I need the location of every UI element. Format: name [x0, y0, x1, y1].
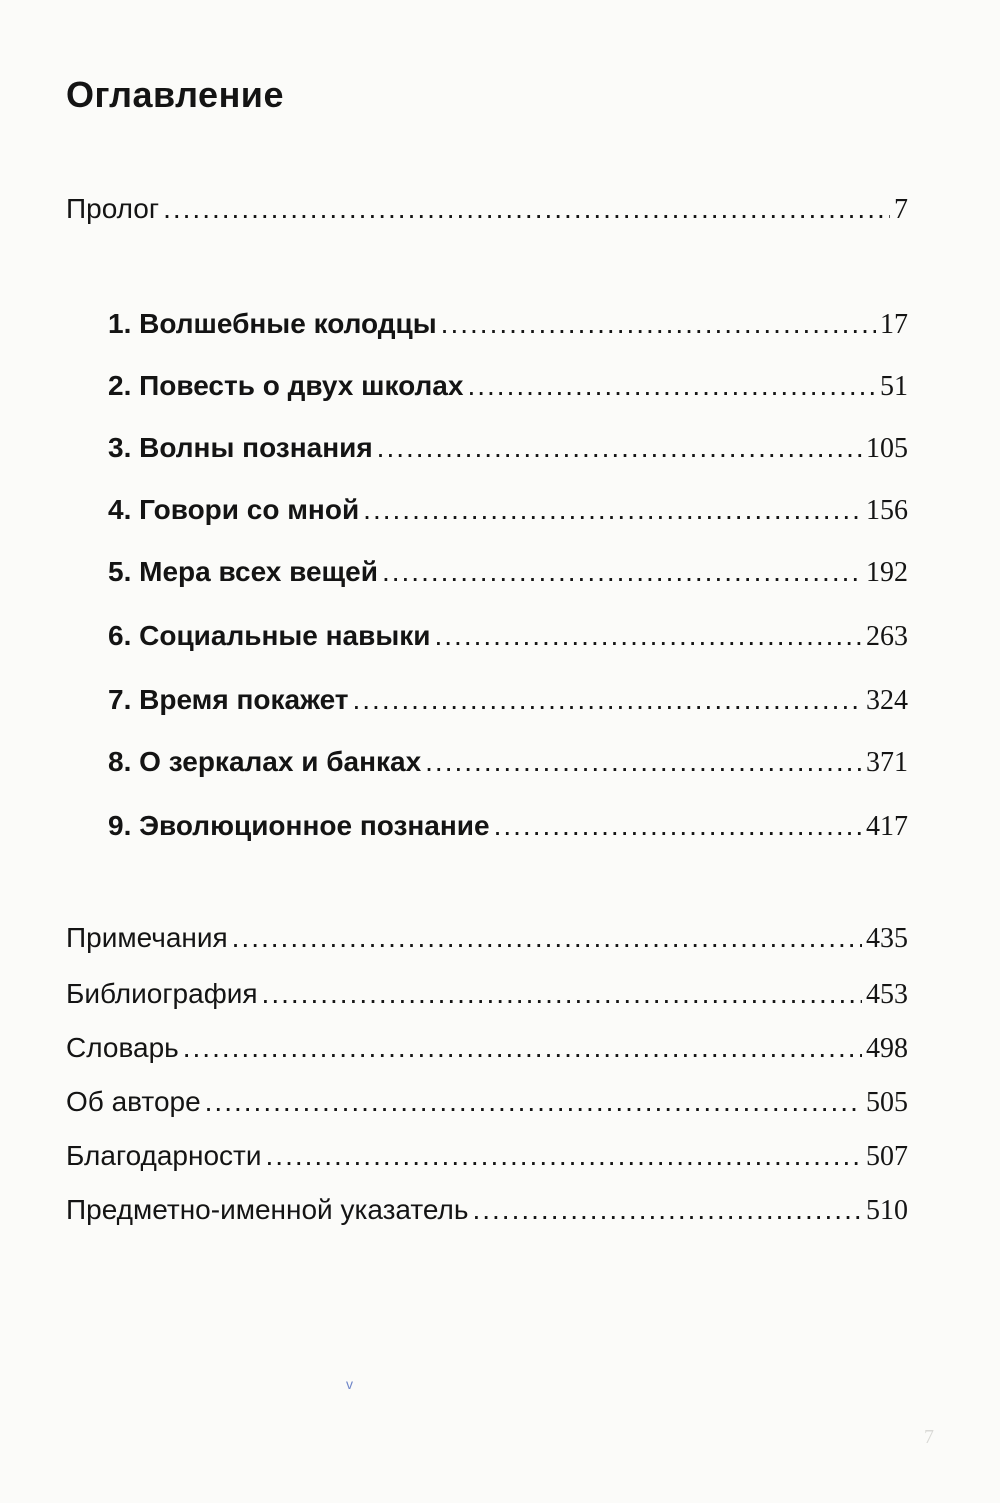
dot-leader [266, 1140, 862, 1172]
toc-entry-page: 417 [866, 811, 908, 842]
chapter-title: Социальные навыки [139, 620, 431, 651]
chapter-title: Волны познания [139, 432, 373, 463]
dot-leader [425, 746, 862, 778]
chapter-number: 1. [108, 308, 132, 339]
dot-leader [353, 684, 863, 716]
dot-leader [232, 922, 862, 954]
toc-entry-page: 324 [866, 685, 908, 716]
toc-entry-page: 105 [866, 433, 908, 464]
chapter-number: 6. [108, 620, 132, 651]
toc-entry-page: 192 [866, 557, 908, 588]
toc-entry-page: 156 [866, 495, 908, 526]
toc-entry-page: 371 [866, 747, 908, 778]
dot-leader [434, 620, 862, 652]
toc-entry-label: Предметно-именной указатель [66, 1194, 469, 1225]
toc-entry-label [108, 432, 373, 464]
chapter-title: О зеркалах и банках [139, 746, 422, 777]
toc-entry-glossary[interactable] [66, 1032, 908, 1076]
toc-entry-label [108, 308, 437, 340]
toc-entry-label: Словарь [66, 1032, 179, 1063]
bleed-through-page-number: 7 [924, 1426, 934, 1448]
toc-entry-label: Благодарности [66, 1140, 262, 1171]
toc-entry-label [108, 684, 349, 716]
toc-entry-label [108, 620, 430, 652]
dot-leader [363, 494, 862, 526]
dot-leader [205, 1086, 862, 1118]
toc-entry-chapter-7[interactable] [108, 684, 908, 728]
chapter-number: 7. [108, 684, 132, 715]
dot-leader [377, 432, 862, 464]
toc-entry-index[interactable] [66, 1194, 908, 1238]
chapter-number: 2. [108, 370, 132, 401]
toc-entry-bibliography[interactable] [66, 978, 908, 1022]
dot-leader [494, 810, 862, 842]
toc-entry-page: 17 [880, 309, 908, 340]
toc-entry-label [108, 494, 359, 526]
toc-entry-acknowledgements[interactable] [66, 1140, 908, 1184]
toc-entry-label: Пролог [66, 193, 160, 224]
toc-entry-about-author[interactable] [66, 1086, 908, 1130]
toc-entry-page: 263 [866, 621, 908, 652]
toc-entry-chapter-2[interactable] [108, 370, 908, 414]
dot-leader [163, 193, 890, 225]
chapter-title: Мера всех вещей [139, 556, 378, 587]
toc-entry-label [108, 556, 378, 588]
toc-entry-page: 435 [866, 923, 908, 954]
dot-leader [262, 978, 862, 1010]
toc-entry-label: Примечания [66, 922, 228, 953]
chapter-title: Время покажет [139, 684, 349, 715]
toc-entry-chapter-5[interactable] [108, 556, 908, 600]
toc-entry-label [108, 370, 463, 402]
toc-entry-chapter-9[interactable] [108, 810, 908, 854]
toc-entry-page: 510 [866, 1195, 908, 1226]
chapter-number: 4. [108, 494, 132, 525]
toc-entry-page: 453 [866, 979, 908, 1010]
toc-entry-chapter-1[interactable] [108, 308, 908, 352]
toc-entry-page: 498 [866, 1033, 908, 1064]
chapter-title: Говори со мной [139, 494, 360, 525]
toc-entry-chapter-6[interactable] [108, 620, 908, 664]
stray-ink-mark: v [346, 1376, 353, 1392]
toc-entry-label [108, 810, 490, 842]
chapter-number: 8. [108, 746, 132, 777]
dot-leader [183, 1032, 862, 1064]
toc-entry-label: Библиография [66, 978, 258, 1009]
toc-entry-prologue[interactable] [66, 193, 908, 237]
toc-entry-page: 7 [894, 194, 908, 225]
dot-leader [472, 1194, 862, 1226]
toc-entry-chapter-4[interactable] [108, 494, 908, 538]
chapter-number: 3. [108, 432, 132, 463]
chapter-title: Волшебные колодцы [139, 308, 437, 339]
chapter-title: Повесть о двух школах [139, 370, 464, 401]
toc-entry-label: Об авторе [66, 1086, 201, 1117]
toc-entry-page: 507 [866, 1141, 908, 1172]
toc-entry-label [108, 746, 421, 778]
chapter-title: Эволюционное познание [139, 810, 490, 841]
dot-leader [441, 308, 876, 340]
page-title: Оглавление [66, 74, 284, 115]
dot-leader [467, 370, 876, 402]
toc-entry-chapter-3[interactable] [108, 432, 908, 476]
toc-entry-page: 51 [880, 371, 908, 402]
toc-entry-page: 505 [866, 1087, 908, 1118]
toc-entry-chapter-8[interactable] [108, 746, 908, 790]
toc-entry-notes[interactable] [66, 922, 908, 966]
chapter-number: 9. [108, 810, 132, 841]
chapter-number: 5. [108, 556, 132, 587]
dot-leader [382, 556, 862, 588]
